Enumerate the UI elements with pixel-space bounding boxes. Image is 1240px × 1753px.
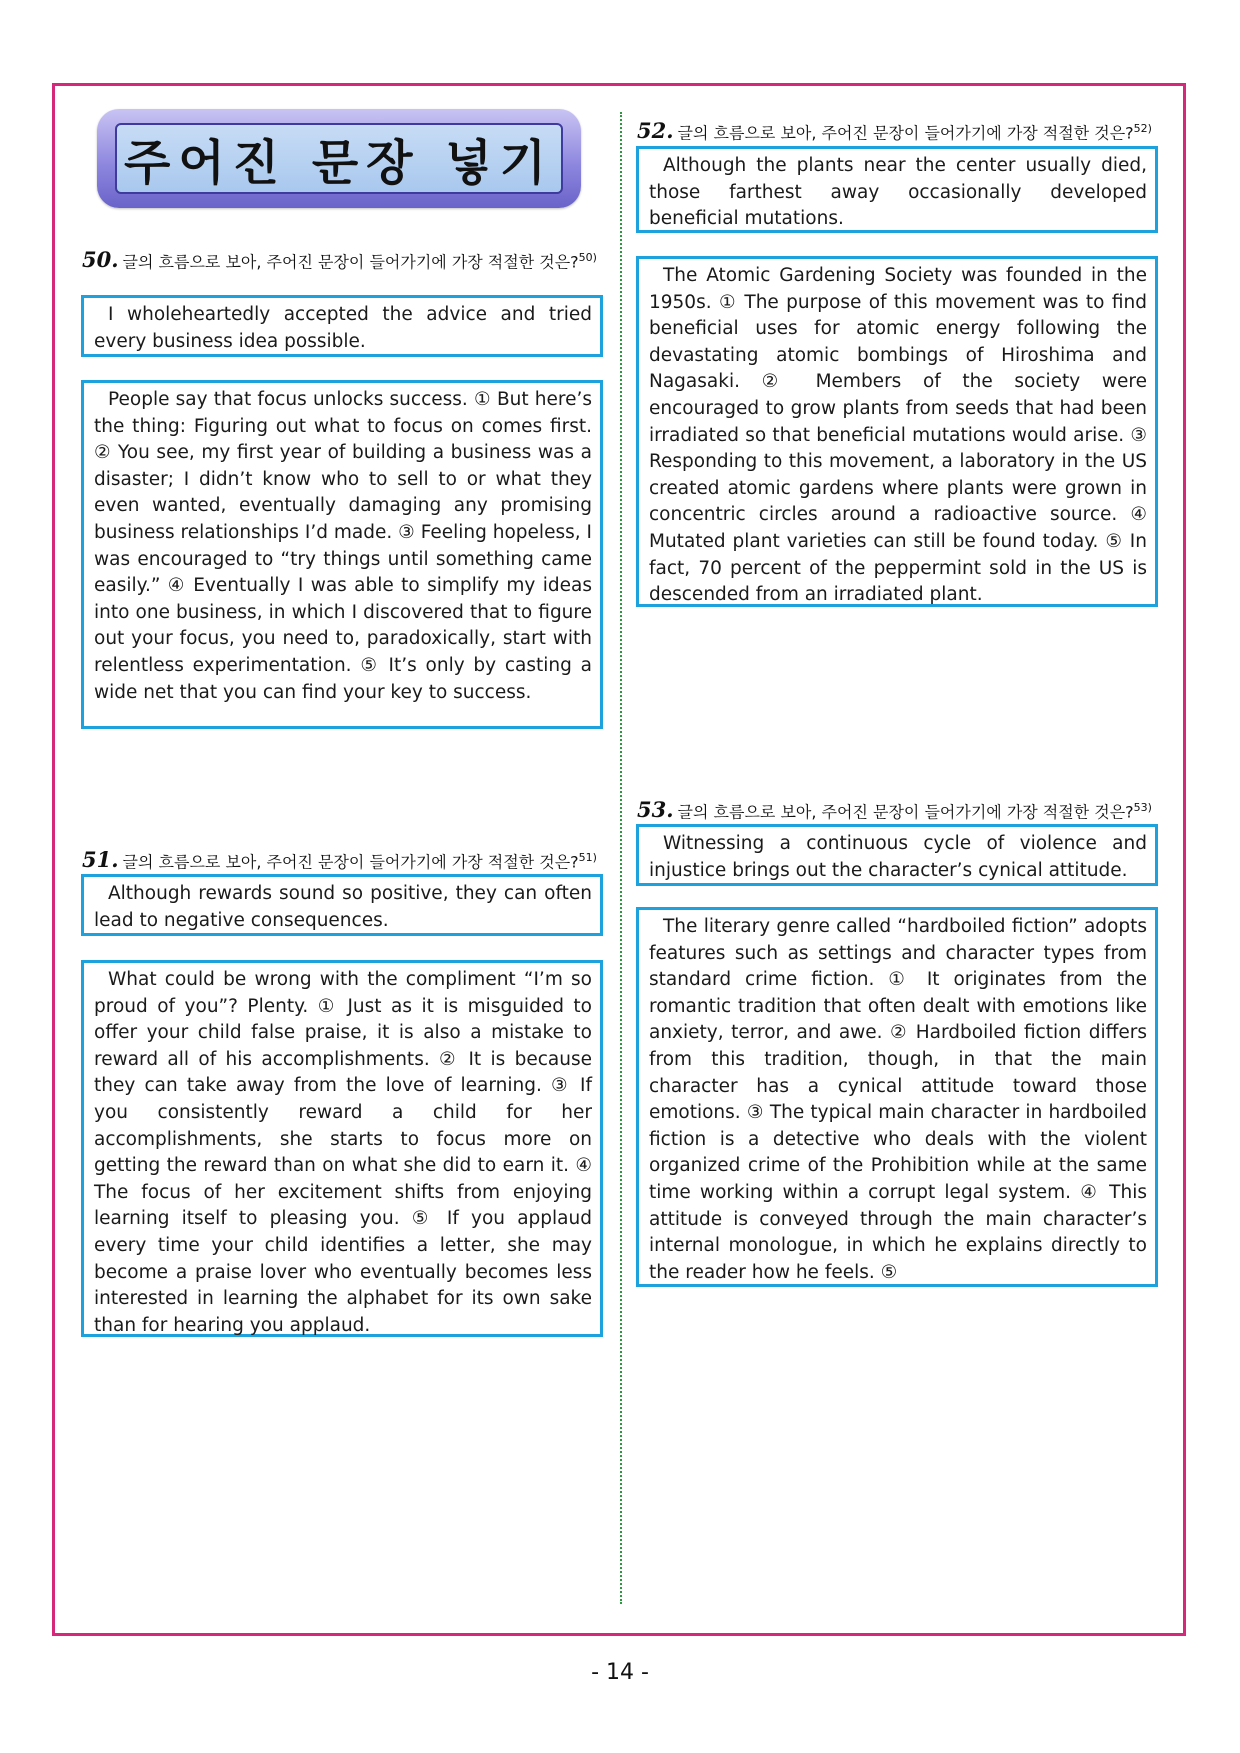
page-number: - 14 - — [591, 1660, 649, 1685]
given-sentence-text: Although the plants near the center usually died, those farthest away occasionally developed beneficial mutations. — [649, 155, 1147, 230]
question-51-given-sentence — [81, 874, 603, 936]
question-prompt: 글의 흐름으로 보아, 주어진 문장이 들어가기에 가장 적절한 것은? — [122, 252, 579, 272]
question-51-header — [82, 847, 602, 873]
footnote-mark: 50) — [578, 251, 597, 264]
question-50-given-sentence — [81, 295, 603, 357]
title-badge — [97, 109, 581, 208]
question-52-given-sentence — [636, 146, 1158, 233]
footnote-mark: 53) — [1133, 801, 1152, 814]
question-number: 51. — [82, 847, 119, 873]
question-52-header — [637, 118, 1167, 144]
passage-text: People say that focus unlocks success. ① But here’s the thing: Figuring out what to focus on comes first. ② You see, my first year of building a business was a disaster; I didn’t know who to sell to or what they even wanted, eventually damaging any promising business relationships I’d made. ③ Feeling hopeless, I was encouraged to “try things until something came easily.” ④ Eventually I was able to simplify my ideas into one business, in which I discovered that to figure out your focus, you need to, paradoxically, start with relentless experimentation. ⑤ It’s only by casting a wide net that you can find your key to success. — [94, 389, 592, 703]
column-divider — [620, 112, 622, 1604]
passage-text: What could be wrong with the compliment “I’m so proud of you”? Plenty. ① Just as it is misguided to offer your child false praise, it is also a mistake to reward all of his accomplishments. ② It is because they can take away from the love of learning. ③ If you consistently reward a child for her accomplishments, she starts to focus more on getting the reward than on what she did to earn it. ④ The focus of her excitement shifts from enjoying learning itself to pleasing you. ⑤ If you applaud every time your child identifies a letter, she may become a praise lover who eventually becomes less interested in learning the alphabet for its own sake than for hearing you applaud. — [94, 969, 592, 1336]
given-sentence-text: Although rewards sound so positive, they can often lead to negative consequences. — [94, 883, 592, 931]
footnote-mark: 52) — [1133, 122, 1152, 135]
passage-text: The literary genre called “hardboiled fiction” adopts features such as settings and character types from standard crime fiction. ① It originates from the romantic tradition that often dealt with emotions like anxiety, terror, and awe. ② Hardboiled fiction differs from this tradition, though, in that the main character has a cynical attitude toward those emotions. ③ The typical main character in hardboiled fiction is a detective who deals with the violent organized crime of the Prohibition while at the same time working within a corrupt legal system. ④ This attitude is conveyed through the main character’s internal monologue, in which he explains directly to the reader how he feels. ⑤ — [649, 916, 1147, 1283]
question-50-header — [82, 247, 602, 273]
title-inner — [115, 123, 563, 194]
question-53-passage — [636, 907, 1158, 1287]
given-sentence-text: Witnessing a continuous cycle of violence and injustice brings out the character’s cynical attitude. — [649, 833, 1147, 881]
given-sentence-text: I wholeheartedly accepted the advice and tried every business idea possible. — [94, 304, 592, 352]
footnote-mark: 51) — [578, 851, 597, 864]
question-52-passage — [636, 256, 1158, 607]
question-number: 52. — [637, 118, 674, 144]
passage-text: The Atomic Gardening Society was founded in the 1950s. ① The purpose of this movement was to find beneficial uses for atomic energy following the devastating atomic bombings of Hiroshima and Nagasaki. ② Members of the society were encouraged to grow plants from seeds that had been irradiated so that beneficial mutations would arise. ③ Responding to this movement, a laboratory in the US created atomic gardens where plants were grown in concentric circles around a radioactive source. ④ Mutated plant varieties can still be found today. ⑤ In fact, 70 percent of the peppermint sold in the US is descended from an irradiated plant. — [649, 265, 1147, 606]
question-prompt: 글의 흐름으로 보아, 주어진 문장이 들어가기에 가장 적절한 것은? — [677, 802, 1134, 822]
question-prompt: 글의 흐름으로 보아, 주어진 문장이 들어가기에 가장 적절한 것은? — [122, 852, 579, 872]
question-51-passage — [81, 960, 603, 1337]
question-number: 50. — [82, 247, 119, 273]
question-number: 53. — [637, 797, 674, 823]
page-title: 주어진 문장 넣기 — [124, 135, 554, 191]
question-53-given-sentence — [636, 824, 1158, 886]
question-53-header — [637, 797, 1167, 823]
question-prompt: 글의 흐름으로 보아, 주어진 문장이 들어가기에 가장 적절한 것은? — [677, 123, 1134, 143]
question-50-passage — [81, 380, 603, 729]
